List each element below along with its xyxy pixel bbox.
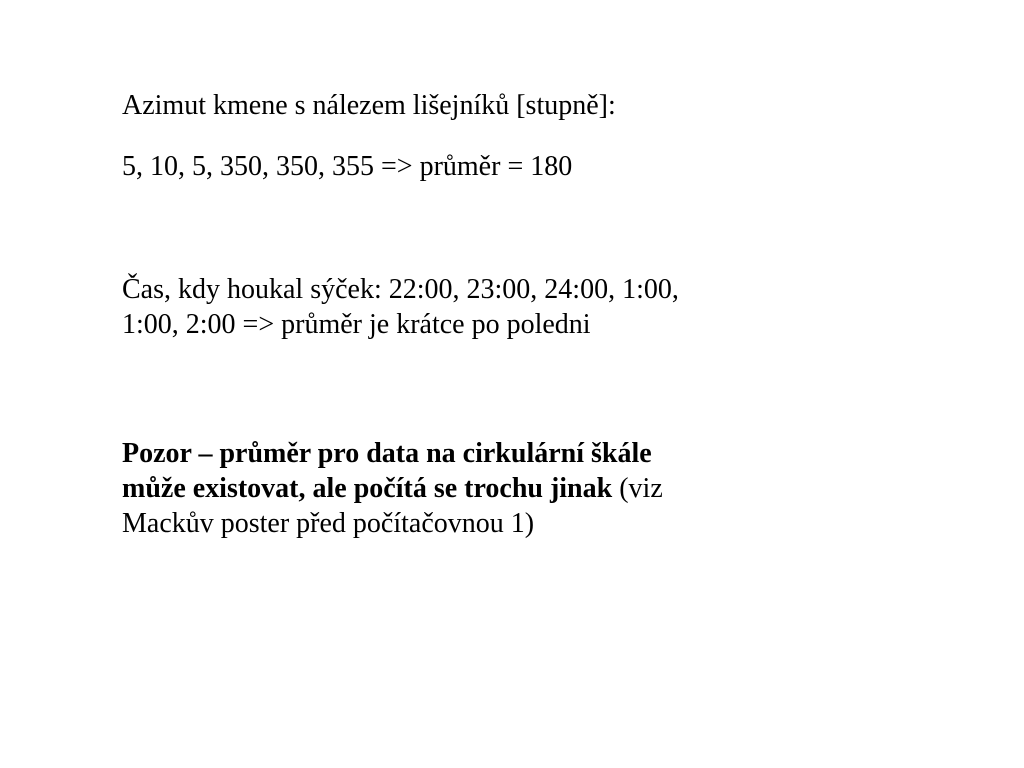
azimuth-values: 5, 10, 5, 350, 350, 355 => průměr = 180 bbox=[122, 151, 573, 182]
warning-paragraph bbox=[122, 436, 822, 541]
owl-time-line-2: 1:00, 2:00 => průměr je krátce po poledni bbox=[122, 309, 591, 340]
owl-time-line-1: Čas, kdy houkal sýček: 22:00, 23:00, 24:00, 1:00, bbox=[122, 274, 679, 305]
warning-bold-line-2: může existovat, ale počítá se trochu jinak bbox=[122, 473, 613, 504]
azimuth-heading: Azimut kmene s nálezem lišejníků [stupně]: bbox=[122, 90, 616, 121]
warning-bold-line-1: Pozor – průměr pro data na cirkulární škále bbox=[122, 438, 652, 469]
warning-normal-tail: (viz bbox=[612, 473, 663, 504]
warning-line-3: Mackův poster před počítačovnou 1) bbox=[122, 508, 535, 539]
owl-time-paragraph bbox=[122, 272, 822, 342]
